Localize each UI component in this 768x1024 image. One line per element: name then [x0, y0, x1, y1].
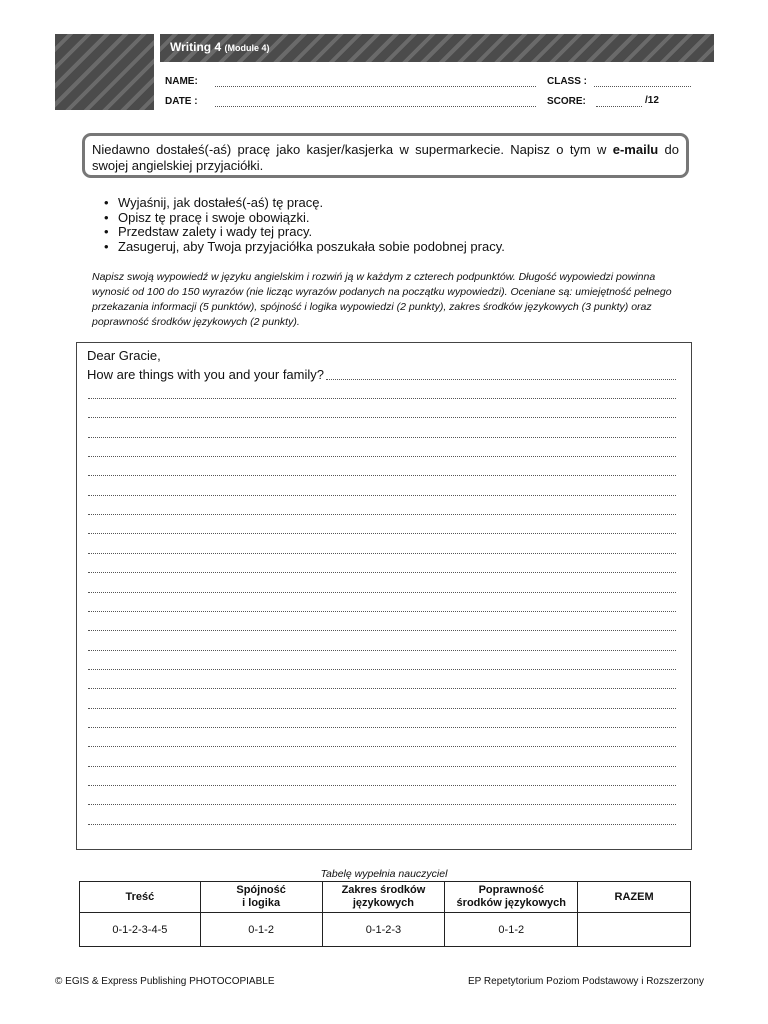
- writing-line[interactable]: [88, 398, 676, 399]
- score-spojnosc[interactable]: 0-1-2: [200, 913, 322, 947]
- writing-line[interactable]: [88, 650, 676, 651]
- name-label: NAME:: [165, 76, 198, 87]
- header-spojnosc: Spójność i logika: [200, 882, 322, 913]
- writing-line[interactable]: [88, 766, 676, 767]
- writing-line[interactable]: [88, 533, 676, 534]
- header-poprawnosc: Poprawność środków językowych: [445, 882, 578, 913]
- task-text-before: Niedawno dostałeś(-aś) pracę jako kasjer/kasjerka w supermarkecie. Napisz o tym w: [92, 142, 613, 157]
- class-field[interactable]: [594, 86, 691, 87]
- task-points-list: [104, 196, 505, 254]
- date-field[interactable]: [215, 106, 536, 107]
- writing-line[interactable]: [88, 592, 676, 593]
- writing-line[interactable]: [88, 688, 676, 689]
- writing-line[interactable]: [88, 727, 676, 728]
- task-text-bold: e-mailu: [612, 142, 659, 157]
- writing-line[interactable]: [88, 824, 676, 825]
- class-label: CLASS :: [547, 76, 587, 87]
- writing-line[interactable]: [88, 553, 676, 554]
- score-label: SCORE:: [547, 96, 586, 107]
- writing-line[interactable]: [88, 669, 676, 670]
- writing-line[interactable]: [88, 437, 676, 438]
- instructions: Napisz swoją wypowiedź w języku angielskim i rozwiń ją w każdym z czterech podpunktów. Długość wypowiedzi powinna wynosić od 100 do 150 wyrazów (nie licząc wyrazów podanych na początku wypowiedzi). Oceniane są: umiejętność pełnego przekazania informacji (5 punktów), spójność i logika wypowiedzi (2 punkty), zakres środków językowych (3 punkty) oraz poprawność środków językowych (2 punkty).: [92, 271, 672, 328]
- header-zakres: Zakres środków językowych: [322, 882, 445, 913]
- writing-line[interactable]: [88, 514, 676, 515]
- header-tresc: Treść: [80, 882, 201, 913]
- score-zakres[interactable]: 0-1-2-3: [322, 913, 445, 947]
- writing-line[interactable]: [88, 456, 676, 457]
- footer-copyright: © EGIS & Express Publishing PHOTOCOPIABLE: [55, 976, 275, 987]
- writing-line[interactable]: [88, 572, 676, 573]
- score-razem[interactable]: [578, 913, 691, 947]
- header-decoration-block: [55, 34, 154, 110]
- table-header-row: [80, 882, 691, 913]
- score-poprawnosc[interactable]: 0-1-2: [445, 913, 578, 947]
- score-max: /12: [645, 95, 659, 106]
- writing-line[interactable]: [88, 495, 676, 496]
- task-point: • Zasugeruj, aby Twoja przyjaciółka poszukała sobie podobnej pracy.: [104, 240, 505, 255]
- header-razem: RAZEM: [578, 882, 691, 913]
- task-point: • Przedstaw zalety i wady tej pracy.: [104, 225, 505, 240]
- date-label: DATE :: [165, 96, 198, 107]
- score-table: [79, 881, 691, 947]
- task-point: • Wyjaśnij, jak dostałeś(-aś) tę pracę.: [104, 196, 505, 211]
- score-field[interactable]: [596, 106, 642, 107]
- table-caption: Tabelę wypełnia nauczyciel: [320, 868, 448, 880]
- title-main: Writing 4: [170, 40, 222, 54]
- writing-line[interactable]: [88, 746, 676, 747]
- writing-box[interactable]: [76, 342, 692, 850]
- letter-greeting: Dear Gracie,: [87, 348, 161, 363]
- task-box: [82, 133, 689, 178]
- writing-line[interactable]: [88, 475, 676, 476]
- writing-line[interactable]: [88, 417, 676, 418]
- letter-opening-text: How are things with you and your family?: [87, 367, 325, 382]
- writing-line[interactable]: [326, 379, 676, 380]
- writing-line[interactable]: [88, 630, 676, 631]
- name-field[interactable]: [215, 86, 536, 87]
- task-point: • Opisz tę pracę i swoje obowiązki.: [104, 211, 505, 226]
- writing-line[interactable]: [88, 708, 676, 709]
- footer-publication: EP Repetytorium Poziom Podstawowy i Rozszerzony: [467, 976, 704, 987]
- writing-line[interactable]: [88, 804, 676, 805]
- letter-opening: [87, 367, 324, 382]
- writing-line[interactable]: [88, 611, 676, 612]
- task-text-after: do swojej angielskiej przyjaciółki.: [92, 142, 679, 173]
- title-module: (Module 4): [224, 43, 270, 53]
- writing-line[interactable]: [88, 785, 676, 786]
- score-tresc[interactable]: 0-1-2-3-4-5: [80, 913, 201, 947]
- table-row: [80, 913, 691, 947]
- page-title: [170, 40, 269, 54]
